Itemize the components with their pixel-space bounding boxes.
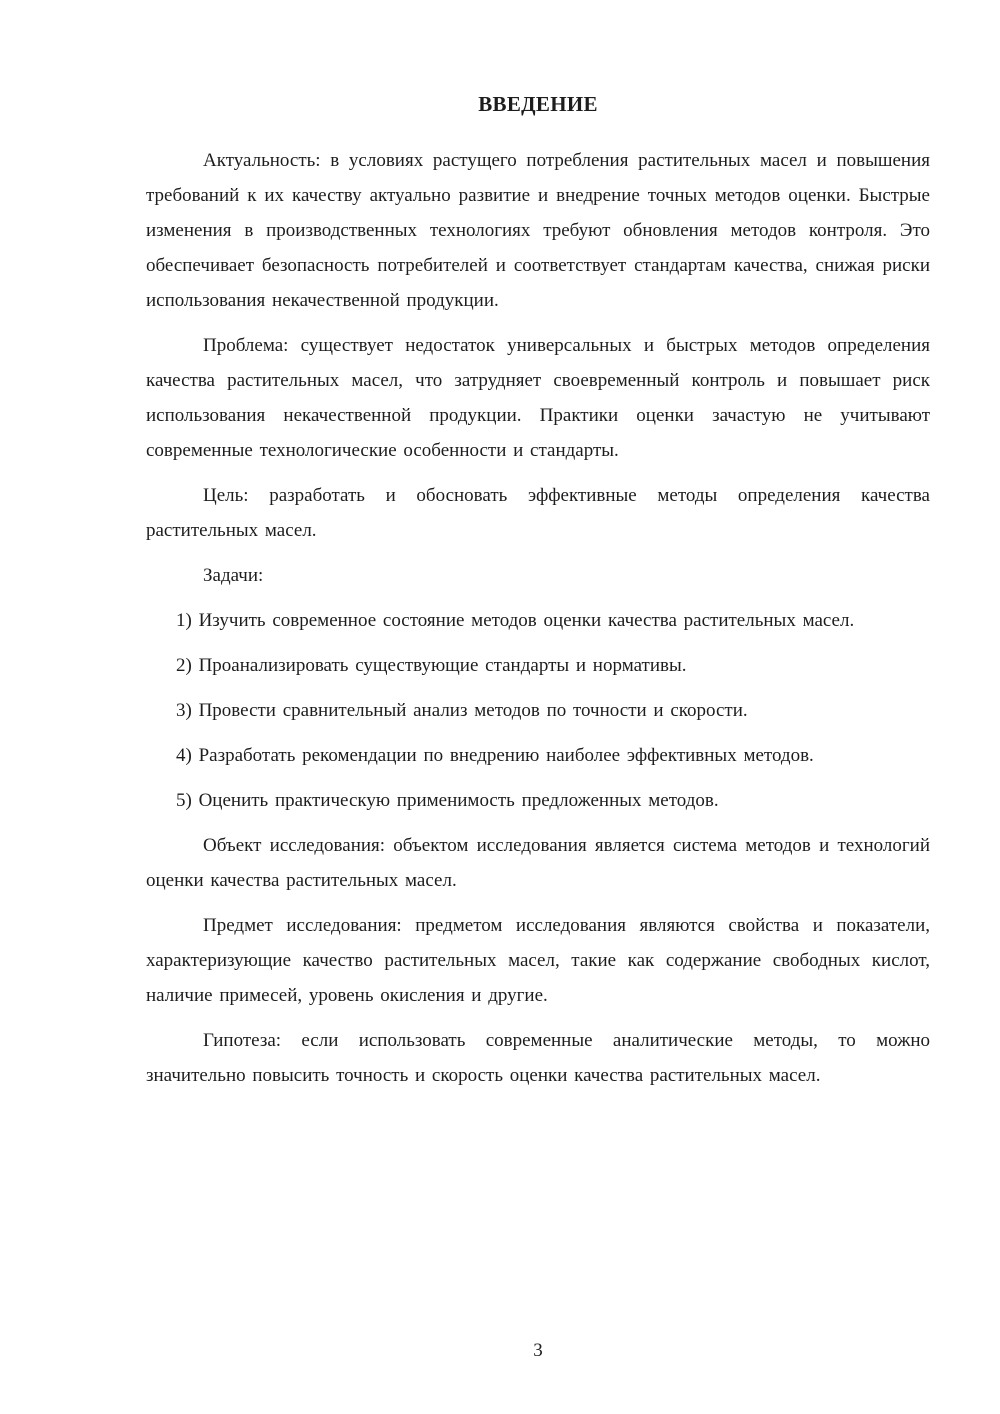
task-item-1: 1) Изучить современное состояние методов оценки качества растительных масел. xyxy=(176,610,855,631)
task-item-2: 2) Проанализировать существующие стандарты и нормативы. xyxy=(176,655,687,676)
document-title: ВВЕДЕНИЕ xyxy=(478,92,598,116)
paragraph-relevance: Актуальность: в условиях растущего потребления растительных масел и повышения требований к их качеству актуально развитие и внедрение точных методов оценки. Быстрые изменения в производственных технологиях требуют обновления методов контроля. Это обеспечивает безопасность потребителей и соответствует стандартам качества, снижая риски использования некачественной продукции. xyxy=(146,150,930,311)
paragraph-research-subject: Предмет исследования: предметом исследования являются свойства и показатели, характеризующие качество растительных масел, такие как содержание свободных кислот, наличие примесей, уровень окисления и другие. xyxy=(146,915,930,1006)
paragraph-hypothesis: Гипотеза: если использовать современные аналитические методы, то можно значительно повысить точность и скорость оценки качества растительных масел. xyxy=(146,1030,930,1086)
task-item-3: 3) Провести сравнительный анализ методов по точности и скорости. xyxy=(176,700,748,721)
page-number: 3 xyxy=(533,1340,543,1361)
paragraph-tasks-heading: Задачи: xyxy=(203,565,264,586)
paragraph-research-object: Объект исследования: объектом исследования является система методов и технологий оценки качества растительных масел. xyxy=(146,835,930,891)
paragraph-goal: Цель: разработать и обосновать эффективные методы определения качества растительных масел. xyxy=(146,485,930,541)
task-item-4: 4) Разработать рекомендации по внедрению наиболее эффективных методов. xyxy=(176,745,814,766)
task-item-5: 5) Оценить практическую применимость предложенных методов. xyxy=(176,790,719,811)
paragraph-problem: Проблема: существует недостаток универсальных и быстрых методов определения качества растительных масел, что затрудняет своевременный контроль и повышает риск использования некачественной продукции. Практики оценки зачастую не учитывают современные технологические особенности и стандарты. xyxy=(146,335,930,461)
